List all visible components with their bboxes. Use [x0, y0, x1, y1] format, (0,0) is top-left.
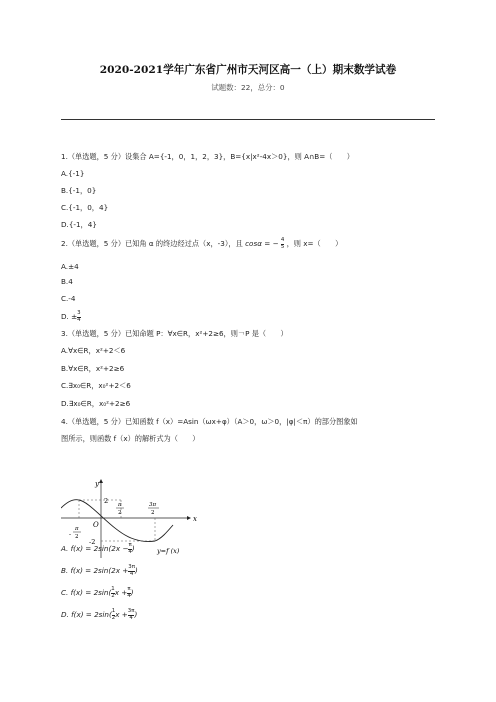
q2-option-c[interactable]: C.-4 [61, 294, 76, 303]
q4-option-a-prefix: A. f(x) = 2sin(2x − [61, 544, 129, 554]
q2-option-d-num: 3 [77, 310, 81, 316]
q2-stem-cos: cosα = − [245, 239, 279, 249]
document-meta: 试题数：22，总分：0 [211, 83, 285, 92]
q1-option-c[interactable]: C.{-1，0，4} [61, 203, 109, 212]
q4-option-d-suffix: ) [134, 610, 138, 620]
q4-option-c-suffix: ) [130, 588, 134, 598]
y-max-label: 2 [104, 497, 109, 505]
q4-option-b-fraction [128, 565, 135, 577]
q2-frac-num: 4 [280, 237, 285, 243]
q2-stem [61, 238, 441, 250]
q2-fraction [281, 238, 284, 250]
q4-option-b-num: 3π [128, 564, 135, 570]
q2-stem-part-c: ，则 x=（ ） [286, 239, 343, 249]
q1-option-b[interactable]: B.{-1，0} [61, 186, 97, 195]
q4-option-d-mid: x + [115, 610, 128, 620]
tick-neg-pi2-num: π [75, 526, 79, 532]
header-divider [61, 119, 435, 120]
q4-option-c-den: 4 [127, 592, 131, 599]
q2-stem-part-a: 2.（单选题，5 分）已知角 α 的终边经过点（x，-3），且 [61, 239, 243, 249]
q4-option-c-half-den: 2 [111, 592, 115, 599]
tick-3pi2-den: 2 [151, 510, 155, 516]
x-axis-arrow [187, 516, 191, 520]
tick-neg-pi2-den: 2 [75, 534, 79, 540]
tick-3pi2-num: 3π [149, 502, 157, 508]
q4-option-d-prefix: D. f(x) = 2sin( [61, 610, 112, 620]
q4-option-d-half-den: 2 [111, 614, 116, 621]
q2-frac-den: 5 [280, 243, 285, 250]
q4-option-c-prefix: C. f(x) = 2sin( [61, 588, 112, 598]
q3-option-c[interactable]: C.∃x₀∈R，x₀²+2＜6 [61, 381, 131, 390]
q4-option-a-num: π [128, 542, 132, 548]
q4-option-a-suffix: ) [131, 544, 135, 554]
q1-option-d[interactable]: D.{-1，4} [61, 220, 97, 229]
y-axis-label: y [95, 480, 99, 488]
q2-option-d-den: 4 [77, 316, 81, 323]
q3-option-b[interactable]: B.∀x∈R，x²+2≥6 [61, 364, 125, 373]
q4-option-b-prefix: B. f(x) = 2sin(2x + [61, 566, 129, 576]
y-axis-arrow [99, 479, 103, 483]
q4-option-c-mid: x + [114, 588, 128, 598]
q3-stem: 3.（单选题，5 分）已知命题 P：∀x∈R，x²+2≥6，则￢P 是（ ） [61, 329, 288, 338]
q1-stem: 1.（单选题，5 分）设集合 A={-1，0，1，2，3}，B={x|x²-4x＞0}，则 A∩B=（ ） [61, 152, 354, 161]
document-title: 2020-2021学年广东省广州市天河区高一（上）期末数学试卷 [99, 64, 397, 76]
q4-option-c-num: π [127, 586, 131, 592]
tick-pi2-den: 2 [118, 510, 122, 516]
q2-option-d-prefix: D. ± [61, 312, 78, 322]
tick-neg-pi2-sign: - [69, 531, 72, 538]
q4-stem-line1: 4.（单选题，5 分）已知函数 f（x）=Asin（ωx+φ）（A＞0，ω＞0，|φ|＜π）的部分图象如 [61, 417, 358, 426]
q4-option-b-suffix: ) [134, 566, 138, 576]
x-axis-label: x [193, 515, 197, 523]
q4-option-d-den: 4 [129, 614, 133, 621]
q1-option-a[interactable]: A.{-1} [61, 169, 85, 178]
q4-option-a-den: 4 [128, 548, 132, 555]
q4-option-d-half-num: 1 [111, 608, 116, 614]
q4-stem-line2: 图所示，则函数 f（x）的解析式为（ ） [61, 434, 200, 443]
q2-option-a[interactable]: A.±4 [61, 262, 79, 271]
q2-option-d[interactable] [61, 311, 441, 323]
q2-option-b[interactable]: B.4 [61, 277, 73, 286]
q4-option-a[interactable] [61, 543, 441, 555]
curve-label: y=f (x) [157, 547, 180, 555]
q4-option-c[interactable] [61, 587, 441, 599]
q2-option-d-fraction [77, 311, 80, 323]
q3-option-a[interactable]: A.∀x∈R，x²+2＜6 [61, 346, 126, 355]
q4-option-c-half-num: 1 [111, 586, 115, 592]
origin-label: O [93, 521, 99, 529]
tick-pi2-num: π [118, 502, 122, 508]
q3-option-d[interactable]: D.∃x₀∈R，x₀²+2≥6 [61, 399, 131, 408]
y-min-label: -2 [89, 538, 96, 546]
q4-option-b[interactable] [61, 565, 441, 577]
q4-option-b-den: 4 [129, 570, 134, 577]
q4-option-d-num: 3π [127, 608, 135, 614]
q4-option-d[interactable] [61, 609, 441, 621]
